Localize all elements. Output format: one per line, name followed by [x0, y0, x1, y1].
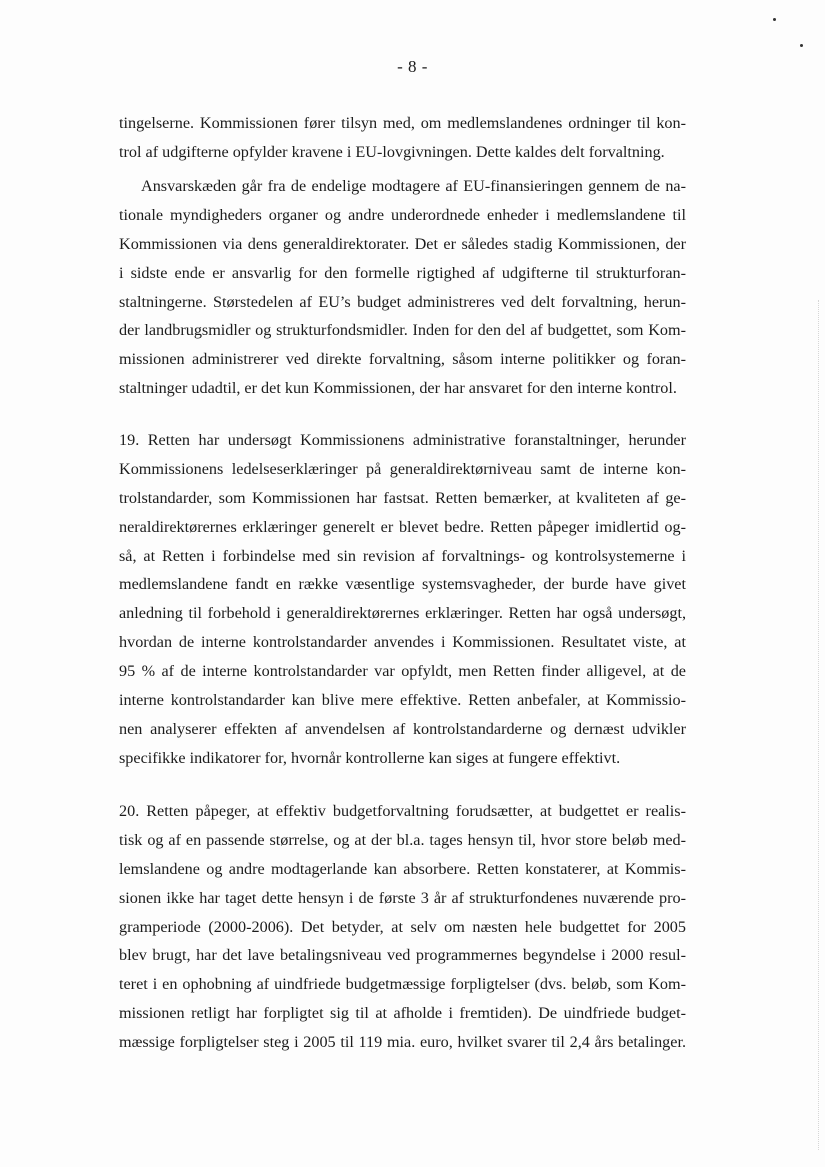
- text-line: tionale myndigheders organer og andre underordnede enheder i medlemslandene til: [119, 205, 686, 224]
- paragraph-20: [119, 797, 686, 1057]
- text-line: Ansvarskæden går fra de endelige modtagere af EU-finansieringen gennem de na-: [141, 177, 686, 195]
- scan-dot-mark: [800, 44, 803, 47]
- text-line: mæssige forpligtelser steg i 2005 til 119 mia. euro, hvilket svarer til 2,4 års betalinger.: [119, 1033, 686, 1052]
- text-line: lemslandene og andre modtagerlande kan absorbere. Retten konstaterer, at Kommis-: [119, 859, 686, 878]
- text-line: trol af udgifterne opfylder kravene i EU-lovgivningen. Dette kaldes delt forvaltning.: [119, 142, 665, 161]
- text-line: anledning til forbehold i generaldirektørernes erklæringer. Retten har også undersøgt,: [119, 604, 686, 623]
- text-line: tingelserne. Kommissionen fører tilsyn med, om medlemslandenes ordninger til kon-: [119, 114, 686, 132]
- text-line: gramperiode (2000-2006). Det betyder, at selv om næsten hele budgettet for 2005: [119, 917, 686, 936]
- text-line: så, at Retten i forbindelse med sin revision af forvaltnings- og kontrolsystemerne i: [119, 546, 686, 565]
- scan-edge-line: [817, 300, 819, 1150]
- text-line: i sidste ende er ansvarlig for den formelle rigtighed af udgifterne til strukturforan-: [119, 263, 686, 282]
- text-line: medlemslandene fandt en række væsentlige systemsvagheder, der burde have givet: [119, 575, 686, 594]
- text-line: staltningerne. Størstedelen af EU’s budget administreres ved delt forvaltning, herun-: [119, 292, 686, 311]
- text-line: Kommissionen via dens generaldirektorater. Det er således stadig Kommissionen, der: [119, 234, 686, 253]
- text-line: Kommissionens ledelseserklæringer på generaldirektørniveau samt de interne kon-: [119, 459, 686, 478]
- text-line: 19. Retten har undersøgt Kommissionens administrative foranstaltninger, herunder: [119, 431, 686, 449]
- text-line: 95 % af de interne kontrolstandarder var opfyldt, men Retten finder alligevel, at de: [119, 662, 686, 681]
- text-line: staltninger udadtil, er det kun Kommissionen, der har ansvaret for den interne kontrol.: [119, 379, 677, 398]
- page-number: - 8 -: [397, 57, 428, 76]
- text-line: sionen ikke har taget dette hensyn i de første 3 år af strukturfondenes nuværende pro-: [119, 888, 686, 907]
- text-line: neraldirektørernes erklæringer generelt er blevet bedre. Retten påpeger imidlertid og-: [119, 517, 686, 536]
- text-line: 20. Retten påpeger, at effektiv budgetforvaltning forudsætter, at budgettet er realis-: [119, 802, 686, 820]
- text-line: specifikke indikatorer for, hvornår kontrollerne kan siges at fungere effektivt.: [119, 748, 621, 767]
- text-line: tisk og af en passende størrelse, og at der bl.a. tages hensyn til, hvor store beløb med-: [119, 830, 686, 849]
- text-line: nen analyserer effekten af anvendelsen af kontrolstandarderne og dernæst udvikler: [119, 719, 686, 738]
- text-line: hvordan de interne kontrolstandarder anvendes i Kommissionen. Resultatet viste, at: [119, 633, 686, 652]
- text-line: teret i en ophobning af uindfriede budgetmæssige forpligtelser (dvs. beløb, som Kom-: [119, 975, 686, 994]
- text-line: interne kontrolstandarder kan blive mere effektive. Retten anbefaler, at Kommissio-: [119, 691, 686, 710]
- text-line: missionen retligt har forpligtet sig til at afholde i fremtiden). De uindfriede budget-: [119, 1004, 686, 1023]
- text-line: der landbrugsmidler og strukturfondsmidler. Inden for den del af budgettet, som Kom-: [119, 321, 686, 340]
- text-line: blev brugt, har det lave betalingsniveau ved programmernes begyndelse i 2000 resul-: [119, 946, 686, 965]
- text-line: missionen administrerer ved direkte forvaltning, såsom interne politikker og foran-: [119, 350, 686, 369]
- scan-dot-mark: [773, 18, 776, 21]
- paragraph-19: [119, 426, 686, 773]
- paragraph-responsibility-chain: [119, 172, 686, 403]
- text-line: trolstandarder, som Kommissionen har fastsat. Retten bemærker, at kvaliteten af ge-: [119, 488, 686, 507]
- paragraph-continuation: [119, 109, 686, 167]
